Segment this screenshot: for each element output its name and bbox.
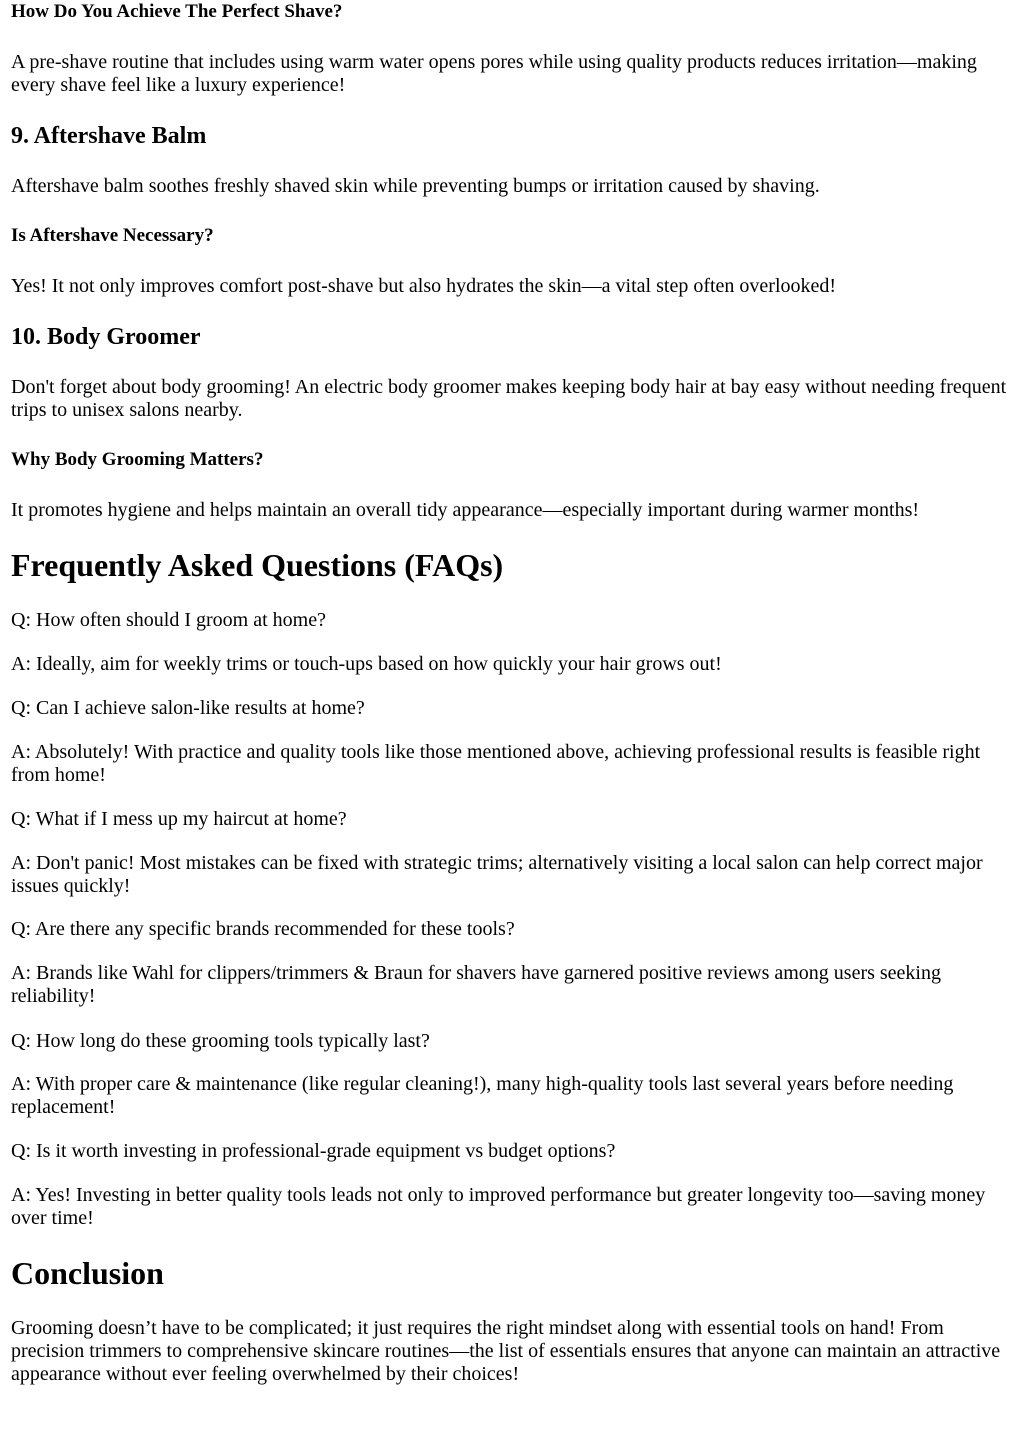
faq-question: Q: Can I achieve salon-like results at home? <box>11 697 365 719</box>
body-groomer-subparagraph: It promotes hygiene and helps maintain an overall tidy appearance—especially important during warmer months! <box>11 499 920 521</box>
faq-question: Q: How often should I groom at home? <box>11 609 326 631</box>
faq-answer: A: With proper care & maintenance (like regular cleaning!), many high-quality tools last several years before needing replacement! <box>11 1073 954 1118</box>
body-groomer-subheading: Why Body Grooming Matters? <box>11 449 264 470</box>
aftershave-subparagraph: Yes! It not only improves comfort post-shave but also hydrates the skin—a vital step often overlooked! <box>11 275 837 297</box>
aftershave-subheading: Is Aftershave Necessary? <box>11 225 214 246</box>
faq-question: Q: How long do these grooming tools typically last? <box>11 1030 430 1052</box>
faq-question: Q: Is it worth investing in professional-grade equipment vs budget options? <box>11 1140 616 1162</box>
conclusion-paragraph: Grooming doesn’t have to be complicated; it just requires the right mindset along with essential tools on hand! From precision trimmers to comprehensive skincare routines—the list of essentials ensures that anyone can maintain an attractive appearance without ever feeling overwhelmed by their choices! <box>11 1317 1001 1385</box>
aftershave-heading: 9. Aftershave Balm <box>11 123 207 149</box>
perfect-shave-paragraph: A pre-shave routine that includes using warm water opens pores while using quality products reduces irritation—making every shave feel like a luxury experience! <box>11 51 977 96</box>
faq-question: Q: Are there any specific brands recommended for these tools? <box>11 918 515 940</box>
faq-answer: A: Don't panic! Most mistakes can be fixed with strategic trims; alternatively visiting a local salon can help correct major issues quickly! <box>11 852 983 897</box>
body-groomer-heading: 10. Body Groomer <box>11 324 201 350</box>
aftershave-paragraph: Aftershave balm soothes freshly shaved skin while preventing bumps or irritation caused by shaving. <box>11 175 820 197</box>
faq-answer: A: Ideally, aim for weekly trims or touch-ups based on how quickly your hair grows out! <box>11 653 722 675</box>
conclusion-heading: Conclusion <box>11 1255 164 1291</box>
faq-answer: A: Yes! Investing in better quality tools leads not only to improved performance but greater longevity too—saving money over time! <box>11 1184 986 1229</box>
body-groomer-paragraph: Don't forget about body grooming! An electric body groomer makes keeping body hair at bay easy without needing frequent trips to unisex salons nearby. <box>11 376 1007 421</box>
faq-answer: A: Absolutely! With practice and quality tools like those mentioned above, achieving professional results is feasible right from home! <box>11 741 981 786</box>
faq-question: Q: What if I mess up my haircut at home? <box>11 808 347 830</box>
faq-heading: Frequently Asked Questions (FAQs) <box>11 547 504 583</box>
perfect-shave-subheading: How Do You Achieve The Perfect Shave? <box>11 1 343 22</box>
faq-answer: A: Brands like Wahl for clippers/trimmers & Braun for shavers have garnered positive reviews among users seeking reliability! <box>11 962 941 1007</box>
